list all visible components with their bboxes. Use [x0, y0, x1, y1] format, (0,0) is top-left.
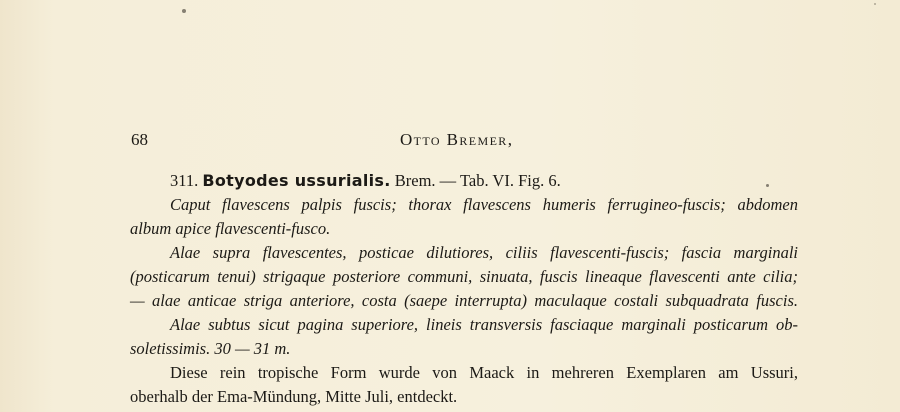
page-number: 68 [131, 130, 148, 149]
authority-and-plate: Brem. — Tab. VI. Fig. 6. [394, 171, 561, 190]
ink-speck [182, 9, 186, 13]
species-name: Botyodes ussurialis. [202, 171, 391, 190]
species-entry [130, 169, 798, 409]
description-line: (posticarum tenui) strigaque posteriore communi, sinuata, fuscis lineaque flavescenti ante cilia; [130, 267, 798, 286]
entry-number: 311. [170, 171, 199, 190]
description-line: Caput flavescens palpis fuscis; thorax flavescens humeris ferrugineo-fuscis; abdomen [170, 195, 798, 214]
note-line: oberhalb der Ema-Mündung, Mitte Juli, entdeckt. [130, 387, 458, 406]
description-line: Alae subtus sicut pagina superiore, lineis transversis fasciaque marginali posticarum ob- [170, 315, 798, 334]
description-line: Alae supra flavescentes, posticae dilutiores, ciliis flavescenti-fuscis; fascia marginali [170, 243, 798, 262]
page-header [0, 130, 900, 152]
entry-heading [130, 169, 798, 193]
running-head: Otto Bremer, [400, 130, 514, 149]
note-line: Diese rein tropische Form wurde von Maack in mehreren Exemplaren am Ussuri, [170, 363, 798, 382]
description-line: album apice flavescenti-fusco. [130, 219, 331, 238]
ink-speck [874, 3, 876, 5]
description-line: soletissimis. 30 — 31 m. [130, 339, 291, 358]
description-line: — alae anticae striga anteriore, costa (saepe interrupta) maculaque costali subquadrata fuscis. [130, 291, 798, 310]
